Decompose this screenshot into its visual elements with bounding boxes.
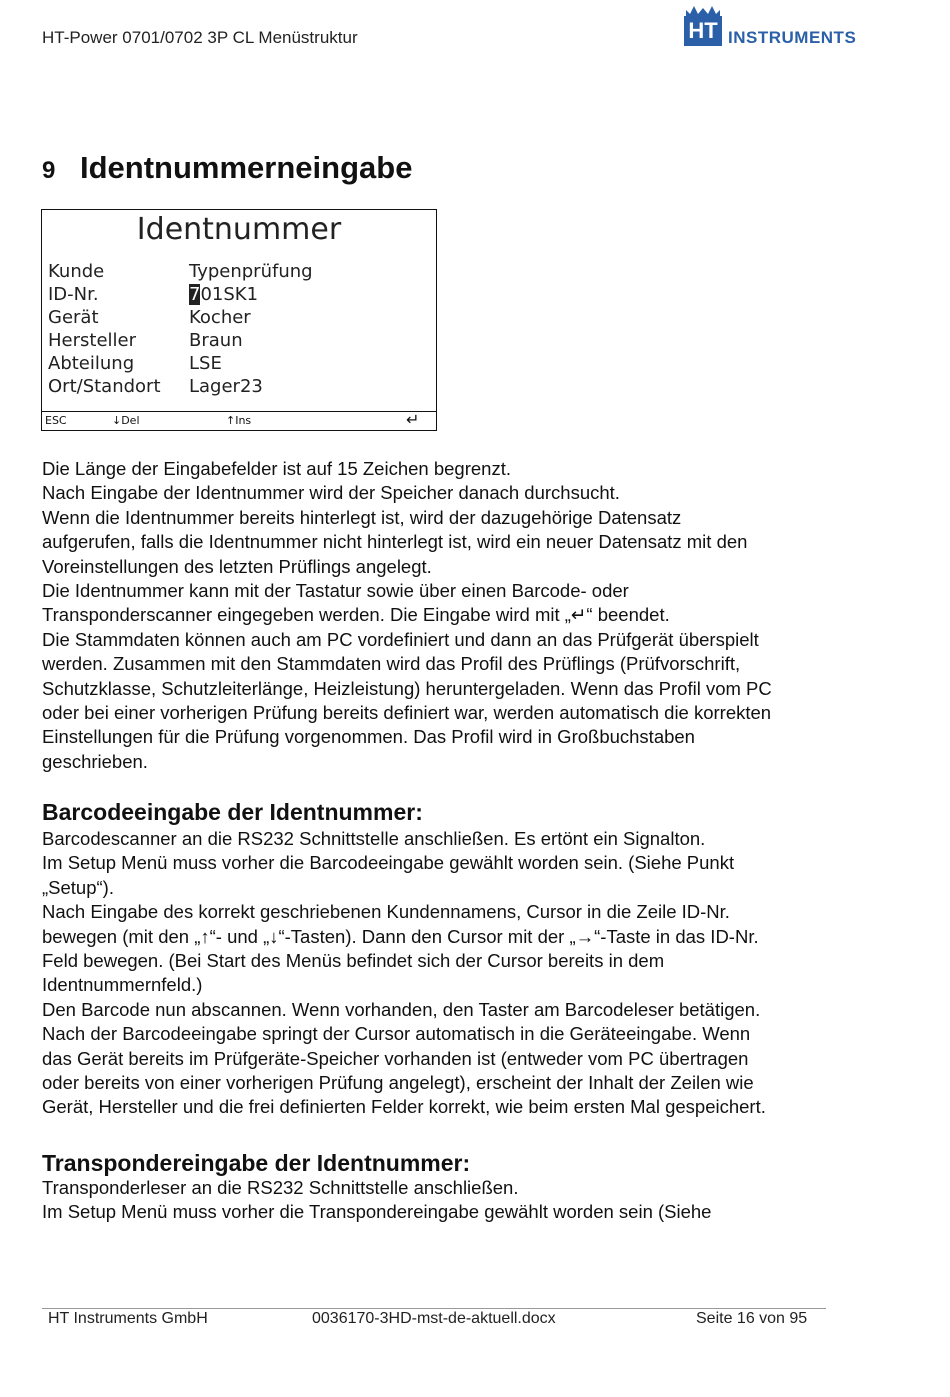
softkey-ins: ↑Ins [226, 414, 252, 427]
section-heading [42, 150, 412, 186]
text-line: aufgerufen, falls die Identnummer nicht hinterlegt ist, wird ein neuer Datensatz mit den [42, 531, 748, 553]
logo-wordmark: INSTRUMENTS [728, 28, 857, 47]
text-line: Im Setup Menü muss vorher die Transpondereingabe gewählt worden sein (Siehe [42, 1201, 712, 1223]
text-line: Die Identnummer kann mit der Tastatur sowie über einen Barcode- oder [42, 580, 629, 602]
footer-company: HT Instruments GmbH [48, 1310, 208, 1327]
softkey-del: ↓Del [112, 414, 140, 427]
section-number: 9 [42, 157, 56, 184]
device-row-label: ID-Nr. [48, 284, 99, 305]
device-row-label: Kunde [48, 261, 105, 282]
id-value-rest: 01SK1 [200, 284, 259, 305]
text-line: Barcodescanner an die RS232 Schnittstelle anschließen. Es ertönt ein Signalton. [42, 828, 706, 849]
text-line: Die Stammdaten können auch am PC vordefiniert und dann an das Prüfgerät überspielt [42, 628, 759, 650]
device-row-label: Abteilung [48, 353, 135, 374]
text-line: „Setup“). [42, 876, 114, 898]
text-cursor: 7 [189, 284, 201, 305]
footer-page-number: Seite 16 von 95 [696, 1310, 808, 1327]
device-row-value: Typenprüfung [189, 261, 313, 282]
ht-instruments-logo [684, 6, 856, 50]
text-line: Die Länge der Eingabefelder ist auf 15 Zeichen begrenzt. [42, 458, 511, 479]
device-screen [41, 209, 437, 431]
section-title: Identnummerneingabe [80, 150, 413, 185]
text-line: Im Setup Menü muss vorher die Barcodeeingabe gewählt worden sein. (Siehe Punkt [42, 852, 735, 874]
barcode-paragraphs [42, 827, 892, 1120]
text-line: werden. Zusammen mit den Stammdaten wird das Profil des Prüflings (Prüfvorschrift, [42, 653, 741, 675]
softkey-esc: ESC [45, 414, 67, 427]
text-line: Voreinstellungen des letzten Prüflings angelegt. [42, 555, 432, 577]
device-row-value: Lager23 [189, 376, 263, 397]
text-line: Einstellungen für die Prüfung vorgenommen. Das Profil wird in Großbuchstaben [42, 726, 695, 748]
barcode-heading: Barcodeeingabe der Identnummer: [42, 799, 423, 825]
text-line: Den Barcode nun abscannen. Wenn vorhanden, den Taster am Barcodeleser betätigen. [42, 998, 761, 1020]
text-line: oder bereits von einer vorherigen Prüfung angelegt), erscheint der Inhalt der Zeilen wie [42, 1072, 754, 1094]
device-row-label: Gerät [48, 307, 99, 328]
device-softkey-bar [42, 411, 436, 430]
transponder-paragraphs [42, 1176, 892, 1225]
text-line: das Gerät bereits im Prüfgeräte-Speicher vorhanden ist (entweder vom PC übertragen [42, 1047, 749, 1069]
footer-filename: 0036170-3HD-mst-de-aktuell.docx [312, 1310, 556, 1327]
text-line: Nach Eingabe der Identnummer wird der Speicher danach durchsucht. [42, 482, 620, 504]
footer-divider [42, 1308, 826, 1309]
text-line: Transponderleser an die RS232 Schnittstelle anschließen. [42, 1177, 519, 1198]
text-line: Feld bewegen. (Bei Start des Menüs befindet sich der Cursor bereits in dem [42, 950, 665, 972]
text-line: Wenn die Identnummer bereits hinterlegt ist, wird der dazugehörige Datensatz [42, 506, 682, 528]
text-line: Schutzklasse, Schutzleiterlänge, Heizleistung) heruntergeladen. Wenn das Profil vom PC [42, 677, 772, 699]
device-row-value [189, 284, 258, 306]
transponder-heading: Transpondereingabe der Identnummer: [42, 1150, 471, 1176]
logo-ht: HT [684, 16, 722, 46]
text-line: Gerät, Hersteller und die frei definierten Felder korrekt, wie beim ersten Mal gespeichert. [42, 1096, 766, 1118]
text-line: Transponderscanner eingegeben werden. Die Eingabe wird mit „↵“ beendet. [42, 604, 670, 626]
enter-icon: ↵ [406, 410, 420, 429]
text-line: geschrieben. [42, 750, 148, 772]
device-row-value: Kocher [189, 307, 251, 328]
device-row-value: Braun [189, 330, 243, 351]
text-line: bewegen (mit den „↑“- und „↓“-Tasten). Dann den Cursor mit der „→“-Taste in das ID-Nr. [42, 925, 759, 947]
text-line: Nach Eingabe des korrekt geschriebenen Kundennamens, Cursor in die Zeile ID-Nr. [42, 901, 730, 923]
device-screen-title: Identnummer [136, 212, 342, 247]
intro-paragraphs [42, 457, 892, 774]
device-row-value: LSE [189, 353, 222, 374]
header-title: HT-Power 0701/0702 3P CL Menüstruktur [42, 28, 358, 47]
device-row-label: Ort/Standort [48, 376, 161, 397]
text-line: Nach der Barcodeeingabe springt der Cursor automatisch in die Geräteeingabe. Wenn [42, 1023, 751, 1045]
device-row-label: Hersteller [48, 330, 136, 351]
text-line: Identnummernfeld.) [42, 974, 203, 996]
text-line: oder bei einer vorherigen Prüfung bereits definiert war, werden automatisch die korrekten [42, 702, 772, 724]
